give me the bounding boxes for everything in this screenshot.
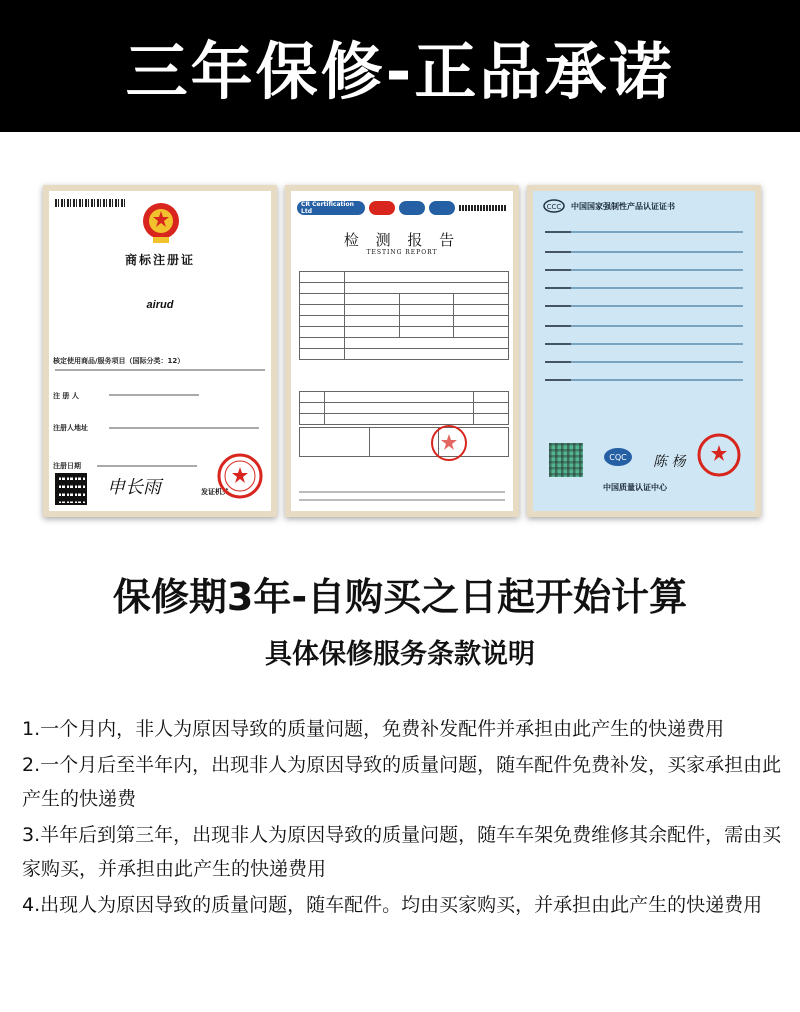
ilac-logo-icon	[399, 201, 425, 215]
cma-logo-icon	[369, 201, 395, 215]
ccc-seal-icon	[697, 433, 741, 481]
address-value	[109, 427, 259, 429]
info-line	[545, 343, 743, 345]
qr-code	[549, 443, 583, 477]
cnas-logo-icon	[429, 201, 455, 215]
trademark-certificate[interactable]	[43, 185, 277, 517]
address-label: 注册人地址	[53, 424, 88, 432]
warranty-heading: 保修期3年-自购买之日起开始计算	[112, 575, 688, 619]
ccc-certificate[interactable]	[527, 185, 761, 517]
cqc-logo-icon	[603, 447, 633, 471]
info-line	[545, 251, 743, 253]
terms-heading: 具体保修服务条款说明	[265, 639, 535, 670]
term-item: 2.一个月后至半年内，出现非人为原因导致的质量问题，随车配件免费补发，买家承担由此产生的快递费	[22, 754, 782, 810]
term-item: 4.出现人为原因导致的质量问题，随车配件。均由买家购买，并承担由此产生的快递费用	[22, 894, 763, 916]
divider	[55, 369, 265, 371]
certificate-gallery	[0, 185, 800, 519]
banner-title: 三年保修-正品承诺	[125, 34, 675, 108]
signature: 陈 杨	[653, 454, 686, 470]
header-banner	[0, 0, 800, 132]
registrant-value	[109, 394, 199, 396]
results-table	[299, 391, 509, 425]
report-title: 检 测 报 告	[343, 231, 461, 249]
info-line	[545, 361, 743, 363]
warranty-terms	[22, 712, 782, 924]
org-logo: CR Certification Ltd	[297, 201, 365, 215]
date-value	[97, 465, 197, 467]
qr-code	[55, 473, 87, 505]
report-subtitle: TESTING REPORT	[366, 249, 438, 256]
term-item: 3.半年后到第三年，出现非人为原因导致的质量问题，随车车架免费维修其余配件，需由买家购买，并承担由此产生的快递费用	[22, 824, 782, 880]
barcode	[459, 205, 507, 211]
signature-table	[299, 427, 509, 457]
info-line	[545, 325, 743, 327]
info-line	[545, 379, 743, 381]
signature: 申长雨	[107, 477, 161, 498]
goods-label: 核定使用商品/服务项目（国际分类：12）	[53, 357, 185, 365]
info-line	[545, 231, 743, 233]
info-line	[545, 269, 743, 271]
date-label: 注册日期	[53, 462, 81, 470]
official-seal-icon	[217, 453, 263, 503]
ccc-title: 中国国家强制性产品认证证书	[571, 201, 675, 211]
issuing-center: 中国质量认证中心	[603, 483, 667, 492]
svg-text:CQC: CQC	[609, 453, 627, 462]
ccc-header	[543, 199, 675, 213]
certificate-title: 商标注册证	[124, 253, 195, 267]
info-line	[545, 287, 743, 289]
svg-text:CCC: CCC	[546, 203, 562, 211]
footer-line	[299, 491, 505, 493]
term-item: 1.一个月内，非人为原因导致的质量问题，免费补发配件并承担由此产生的快递费用	[22, 718, 725, 740]
test-seal-icon	[429, 423, 469, 467]
info-line	[545, 305, 743, 307]
footer-line	[299, 499, 505, 501]
registrant-label: 注 册 人	[53, 392, 79, 400]
org-logos	[297, 199, 507, 217]
ccc-logo-icon	[543, 199, 565, 213]
testing-report[interactable]	[285, 185, 519, 517]
barcode	[55, 199, 125, 207]
national-emblem-icon	[141, 201, 181, 249]
report-info-table	[299, 271, 509, 360]
issuer-label: 发证机关	[201, 488, 229, 496]
brand-name: airud	[146, 299, 174, 311]
